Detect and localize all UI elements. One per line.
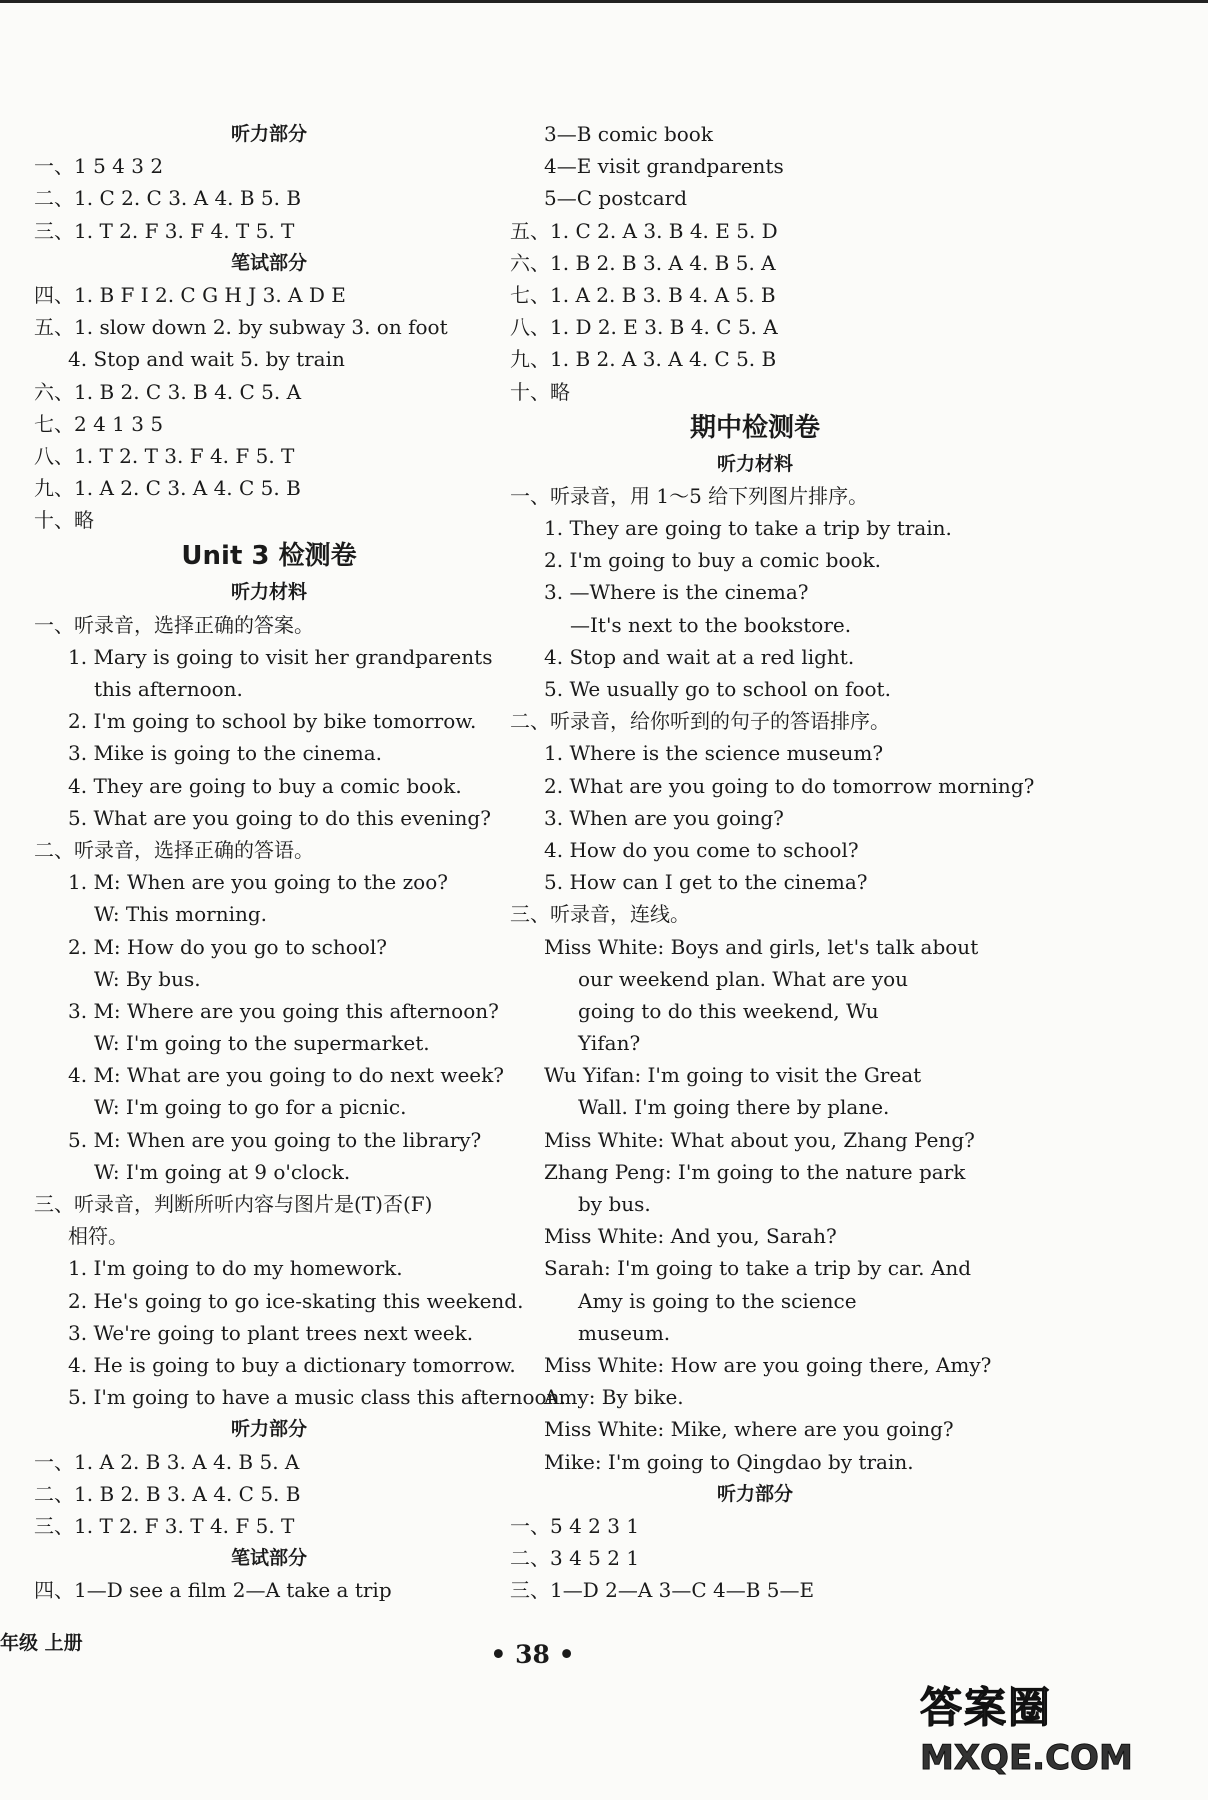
left-line: 4. He is going to buy a dictionary tomorrow. xyxy=(68,1352,516,1377)
right-line: our weekend plan. What are you xyxy=(578,966,908,991)
left-line: 2. M: How do you go to school? xyxy=(68,934,387,959)
footer-grade-label: 年级 上册 xyxy=(0,1632,83,1654)
left-line: 听力部分 xyxy=(230,1418,307,1441)
watermark-top: 答案圈 xyxy=(920,1683,1053,1732)
right-line: 三、听录音，连线。 xyxy=(510,902,690,927)
right-line: —It's next to the bookstore. xyxy=(570,612,852,637)
right-line: 2. I'm going to buy a comic book. xyxy=(544,548,882,573)
right-line: Miss White: Mike, where are you going? xyxy=(544,1417,954,1442)
right-line: Wall. I'm going there by plane. xyxy=(578,1095,890,1120)
right-line: 4. How do you come to school? xyxy=(544,837,859,862)
left-line: 二、1. B 2. B 3. A 4. C 5. B xyxy=(34,1481,301,1506)
top-rule xyxy=(0,0,1208,3)
right-line: 1. Where is the science museum? xyxy=(544,741,884,766)
left-line: 笔试部分 xyxy=(230,1547,307,1570)
right-line: Mike: I'm going to Qingdao by train. xyxy=(544,1449,914,1474)
right-line: going to do this weekend, Wu xyxy=(578,998,879,1023)
right-line: 五、1. C 2. A 3. B 4. E 5. D xyxy=(510,218,778,243)
left-line: 3. M: Where are you going this afternoon? xyxy=(68,998,499,1023)
left-line: 一、1. A 2. B 3. A 4. B 5. A xyxy=(34,1449,300,1474)
right-line: 4—E visit grandparents xyxy=(544,154,784,179)
left-line: 十、略 xyxy=(34,508,94,533)
left-line: 五、1. slow down 2. by subway 3. on foot xyxy=(34,315,448,340)
left-line: 4. Stop and wait 5. by train xyxy=(68,347,345,372)
left-line: 三、1. T 2. F 3. F 4. T 5. T xyxy=(34,218,295,243)
right-line: museum. xyxy=(578,1320,671,1345)
left-line: 相符。 xyxy=(68,1224,128,1249)
right-line: Miss White: What about you, Zhang Peng? xyxy=(544,1127,975,1152)
watermark-url: MXQE.COM xyxy=(920,1738,1133,1778)
left-line: 笔试部分 xyxy=(230,251,307,274)
left-line: 九、1. A 2. C 3. A 4. C 5. B xyxy=(34,476,301,501)
right-line: Miss White: How are you going there, Amy? xyxy=(544,1352,992,1377)
left-line: 四、1. B F I 2. C G H J 3. A D E xyxy=(34,282,346,307)
left-line: 七、2 4 1 3 5 xyxy=(34,411,164,436)
right-line: 一、5 4 2 3 1 xyxy=(510,1513,640,1538)
right-line: 三、1—D 2—A 3—C 4—B 5—E xyxy=(510,1578,815,1603)
right-line: 5. How can I get to the cinema? xyxy=(544,870,868,895)
left-line: 5. M: When are you going to the library? xyxy=(68,1127,482,1152)
right-line: Sarah: I'm going to take a trip by car. And xyxy=(544,1256,972,1281)
left-line: W: I'm going to go for a picnic. xyxy=(94,1095,407,1120)
right-line: 4. Stop and wait at a red light. xyxy=(544,644,855,669)
left-line: Unit 3 检测卷 xyxy=(181,541,357,572)
left-line: 二、听录音，选择正确的答语。 xyxy=(34,837,314,862)
right-line: 二、3 4 5 2 1 xyxy=(510,1546,640,1571)
right-line: by bus. xyxy=(578,1192,651,1216)
right-line: 3. When are you going? xyxy=(544,805,784,830)
left-line: 3. Mike is going to the cinema. xyxy=(68,741,383,766)
left-line: 听力材料 xyxy=(230,581,307,604)
right-line: Wu Yifan: I'm going to visit the Great xyxy=(544,1063,922,1088)
right-line: 六、1. B 2. B 3. A 4. B 5. A xyxy=(510,250,776,275)
left-line: 1. M: When are you going to the zoo? xyxy=(68,870,448,895)
left-line: 5. I'm going to have a music class this afternoon. xyxy=(68,1385,566,1410)
right-line: Yifan? xyxy=(578,1031,641,1056)
left-line: W: This morning. xyxy=(94,902,268,927)
left-line: W: By bus. xyxy=(94,966,201,991)
right-column xyxy=(510,118,1035,1606)
right-line: Miss White: Boys and girls, let's talk about xyxy=(544,934,979,959)
left-line: 4. They are going to buy a comic book. xyxy=(68,773,462,798)
left-line: 八、1. T 2. T 3. F 4. F 5. T xyxy=(34,443,295,468)
right-line: 听力部分 xyxy=(716,1482,793,1505)
right-line: 九、1. B 2. A 3. A 4. C 5. B xyxy=(510,347,777,372)
right-line: 二、听录音，给你听到的句子的答语排序。 xyxy=(510,709,890,734)
page-number: • 38 • xyxy=(490,1640,575,1669)
right-line: 期中检测卷 xyxy=(689,412,820,443)
left-line: 四、1—D see a film 2—A take a trip xyxy=(34,1578,392,1603)
left-line: 三、听录音，判断所听内容与图片是(T)否(F) xyxy=(34,1192,433,1216)
left-line: 4. M: What are you going to do next week? xyxy=(68,1063,504,1088)
right-line: Miss White: And you, Sarah? xyxy=(544,1224,837,1249)
left-line: W: I'm going at 9 o'clock. xyxy=(94,1159,351,1184)
right-line: 七、1. A 2. B 3. B 4. A 5. B xyxy=(510,282,776,307)
right-line: Amy is going to the science xyxy=(578,1288,857,1313)
left-line: 1. I'm going to do my homework. xyxy=(68,1256,403,1281)
left-line: 三、1. T 2. F 3. T 4. F 5. T xyxy=(34,1513,295,1538)
left-line: 1. Mary is going to visit her grandparents xyxy=(68,644,493,669)
right-line: 八、1. D 2. E 3. B 4. C 5. A xyxy=(510,315,778,340)
left-line: 一、1 5 4 3 2 xyxy=(34,154,164,179)
left-line: 3. We're going to plant trees next week. xyxy=(68,1320,474,1345)
left-line: W: I'm going to the supermarket. xyxy=(94,1031,430,1056)
right-line: 5. We usually go to school on foot. xyxy=(544,677,891,701)
left-line: 2. He's going to go ice-skating this weekend. xyxy=(68,1288,524,1313)
right-line: 一、听录音，用 1～5 给下列图片排序。 xyxy=(510,483,869,508)
left-column xyxy=(34,118,566,1606)
left-line: 二、1. C 2. C 3. A 4. B 5. B xyxy=(34,186,302,211)
left-line: this afternoon. xyxy=(94,677,243,701)
left-line: 听力部分 xyxy=(230,123,307,145)
right-line: 3. —Where is the cinema? xyxy=(544,580,809,605)
right-line: Amy: By bike. xyxy=(544,1385,684,1410)
right-line: Zhang Peng: I'm going to the nature park xyxy=(544,1159,966,1184)
left-line: 5. What are you going to do this evening? xyxy=(68,805,491,830)
left-line: 一、听录音，选择正确的答案。 xyxy=(34,612,314,637)
right-line: 十、略 xyxy=(510,379,570,404)
right-line: 3—B comic book xyxy=(544,122,713,146)
right-line: 2. What are you going to do tomorrow morning? xyxy=(544,773,1035,798)
watermark-logo xyxy=(920,1680,1198,1790)
left-line: 2. I'm going to school by bike tomorrow. xyxy=(68,709,477,734)
right-line: 听力材料 xyxy=(716,452,793,475)
right-line: 1. They are going to take a trip by train. xyxy=(544,516,952,541)
right-line: 5—C postcard xyxy=(544,186,688,211)
left-line: 六、1. B 2. C 3. B 4. C 5. A xyxy=(34,379,302,404)
